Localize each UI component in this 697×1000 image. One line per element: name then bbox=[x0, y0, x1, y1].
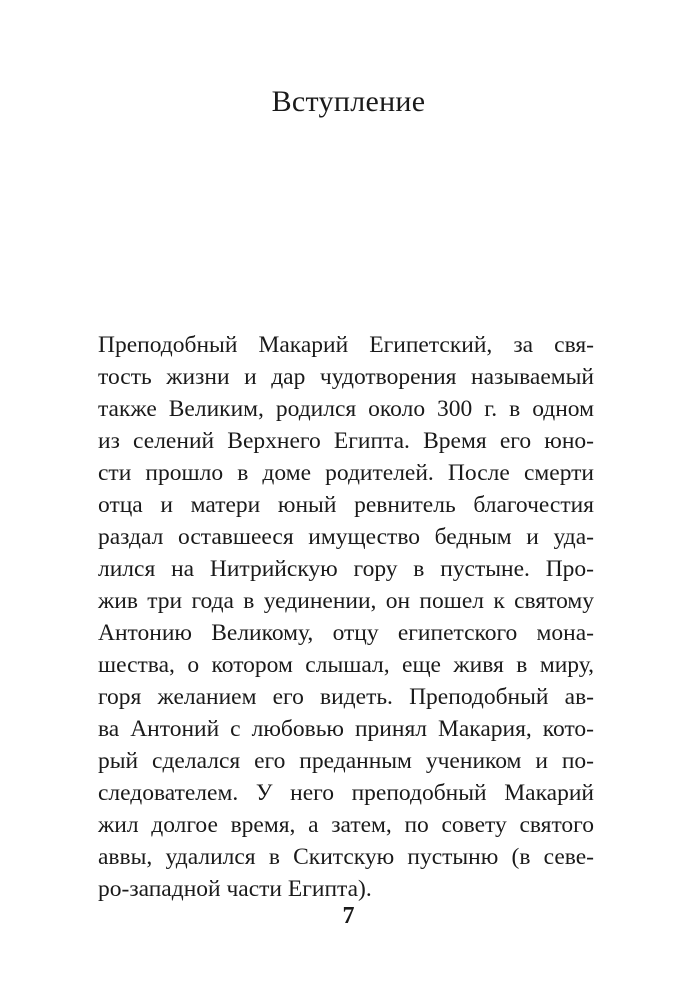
chapter-title: Вступление bbox=[271, 85, 426, 118]
text-line: жил долгое время, а затем, по совету святого bbox=[98, 812, 594, 838]
text-line: рый сделался его преданным учеником и по- bbox=[98, 748, 594, 774]
text-line: раздал оставшееся имущество бедным и уда- bbox=[98, 524, 594, 550]
text-line: лился на Нитрийскую гору в пустыне. Про- bbox=[98, 556, 594, 582]
text-line: горя желанием его видеть. Преподобный ав- bbox=[98, 684, 594, 710]
body-paragraph bbox=[98, 329, 594, 905]
page-number: 7 bbox=[342, 903, 355, 929]
text-line: также Великим, родился около 300 г. в одном bbox=[98, 396, 594, 422]
text-line: следователем. У него преподобный Макарий bbox=[98, 780, 594, 806]
text-line: сти прошло в доме родителей. После смерти bbox=[98, 460, 594, 486]
text-line: тость жизни и дар чудотворения называемый bbox=[98, 364, 594, 390]
text-line: отца и матери юный ревнитель благочестия bbox=[98, 492, 594, 518]
text-line: ва Антоний с любовью принял Макария, кото- bbox=[98, 716, 594, 742]
text-line: ро-западной части Египта). bbox=[98, 876, 372, 902]
text-line: Преподобный Макарий Египетский, за свя- bbox=[98, 332, 594, 358]
text-line: шества, о котором слышал, еще живя в миру, bbox=[98, 652, 594, 678]
text-line: аввы, удалился в Скитскую пустыню (в севе- bbox=[98, 844, 594, 870]
text-line: Антонию Великому, отцу египетского мона- bbox=[98, 620, 594, 646]
text-line: жив три года в уединении, он пошел к святому bbox=[98, 588, 594, 614]
text-line: из селений Верхнего Египта. Время его юно- bbox=[98, 428, 594, 454]
